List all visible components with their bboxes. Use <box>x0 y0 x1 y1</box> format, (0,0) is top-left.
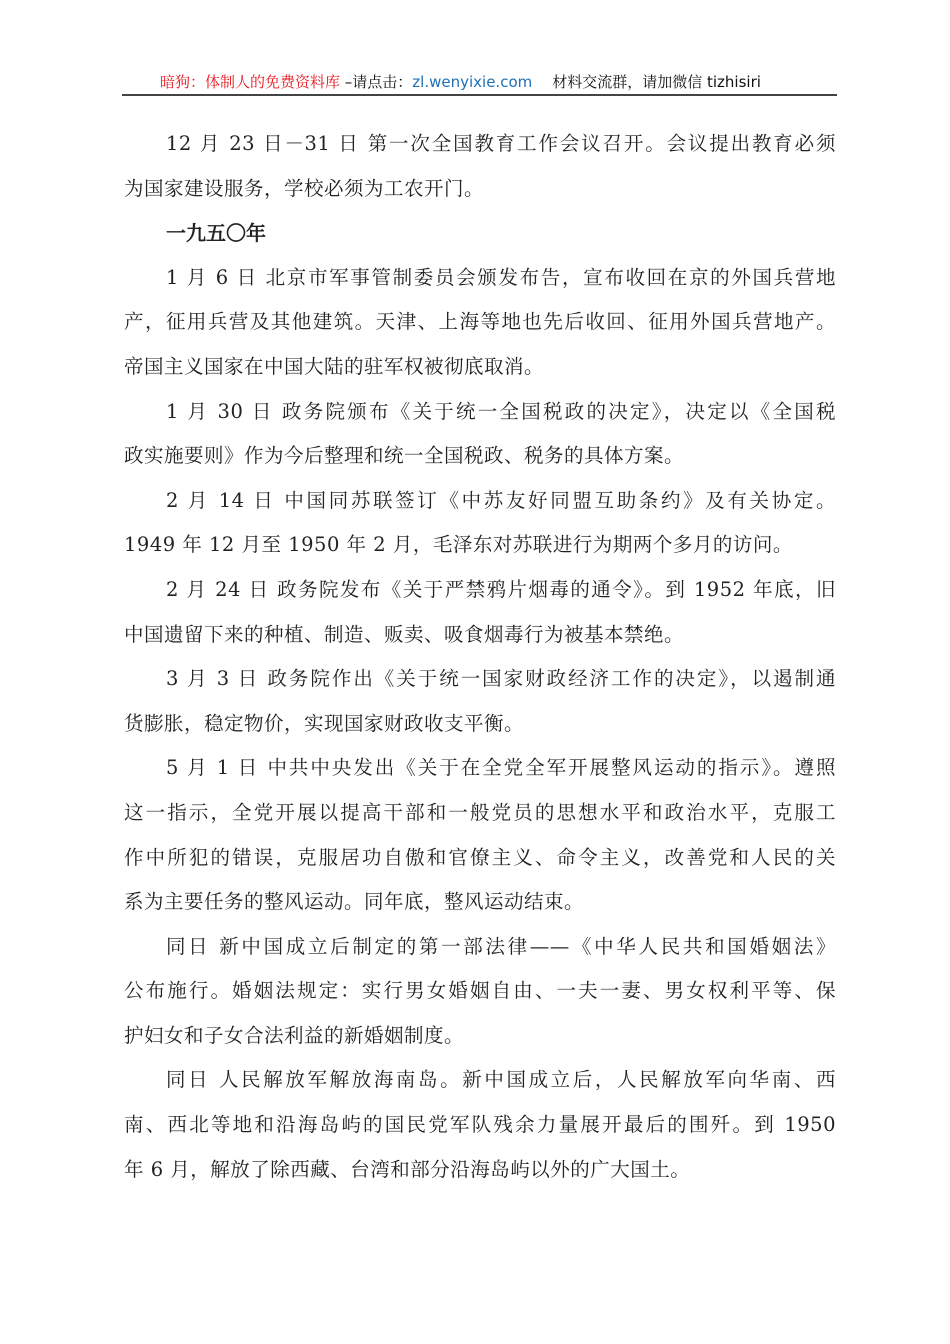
paragraph-line: 政实施要则》作为今后整理和统一全国税政、税务的具体方案。 <box>124 444 685 468</box>
paragraph-line: 这一指示，全党开展以提高干部和一般党员的思想水平和政治水平，克服工 <box>124 800 836 824</box>
paragraph-line: 护妇女和子女合法利益的新婚姻制度。 <box>124 1023 465 1047</box>
brand-text: 暗狗：体制人的免费资料库 <box>160 73 341 91</box>
paragraph-line: 5 月 1 日 中共中央发出《关于在全党全军开展整风运动的指示》。遵照 <box>166 756 836 780</box>
paragraph <box>124 390 836 479</box>
click-prompt: –请点击： <box>340 73 413 91</box>
paragraph <box>124 122 836 211</box>
paragraph-line: 南、西北等地和沿海岛屿的国民党军队残余力量展开最后的围歼。到 1950 <box>124 1113 836 1137</box>
paragraph-line: 1 月 6 日 北京市军事管制委员会颁发布告，宣布收回在京的外国兵营地 <box>166 265 836 289</box>
paragraph <box>124 657 836 746</box>
paragraph-line: 帝国主义国家在中国大陆的驻军权被彻底取消。 <box>124 354 545 378</box>
paragraph-line: 3 月 3 日 政务院作出《关于统一国家财政经济工作的决定》，以遏制通 <box>166 667 836 691</box>
paragraph-line: 1 月 30 日 政务院颁布《关于统一全国税政的决定》，决定以《全国税 <box>166 399 836 423</box>
paragraph-line: 系为主要任务的整风运动。同年底，整风运动结束。 <box>124 890 585 914</box>
paragraph <box>124 1058 836 1192</box>
paragraph-line: 公布施行。婚姻法规定：实行男女婚姻自由、一夫一妻、男女权利平等、保 <box>124 979 836 1003</box>
paragraph-line: 同日 新中国成立后制定的第一部法律——《中华人民共和国婚姻法》 <box>166 934 836 958</box>
paragraph-line: 中国遗留下来的种植、制造、贩卖、吸食烟毒行为被基本禁绝。 <box>124 622 685 646</box>
year-heading: 一九五〇年 <box>166 221 266 246</box>
paragraph-line: 年 6 月，解放了除西藏、台湾和部分沿海岛屿以外的广大国土。 <box>124 1157 691 1181</box>
paragraph-line: 2 月 24 日 政务院发布《关于严禁鸦片烟毒的通令》。到 1952 年底，旧 <box>166 577 836 601</box>
paragraph-line: 货膨胀，稳定物价，实现国家财政收支平衡。 <box>124 711 525 735</box>
paragraph-line: 2 月 14 日 中国同苏联签订《中苏友好同盟互助条约》及有关协定。 <box>166 488 836 512</box>
paragraph-line: 1949 年 12 月至 1950 年 2 月，毛泽东对苏联进行为期两个多月的访问。 <box>124 533 793 557</box>
site-link[interactable]: zl.wenyixie.com <box>412 73 533 91</box>
paragraph-line: 为国家建设服务，学校必须为工农开门。 <box>124 176 485 200</box>
paragraph <box>124 479 836 568</box>
paragraph <box>124 256 836 390</box>
document-body <box>124 122 836 1192</box>
paragraph-line: 12 月 23 日－31 日 第一次全国教育工作会议召开。会议提出教育必须 <box>166 132 836 155</box>
paragraph <box>124 568 836 657</box>
contact-text: 材料交流群，请加微信 tizhisiri <box>552 73 761 91</box>
paragraph-line: 产，征用兵营及其他建筑。天津、上海等地也先后收回、征用外国兵营地产。 <box>124 310 836 334</box>
paragraph <box>124 925 836 1059</box>
paragraph-line: 同日 人民解放军解放海南岛。新中国成立后，人民解放军向华南、西 <box>166 1068 836 1092</box>
paragraph <box>124 746 836 924</box>
page-header <box>122 70 837 96</box>
paragraph-line: 作中所犯的错误，克服居功自傲和官僚主义、命令主义，改善党和人民的关 <box>124 845 836 869</box>
